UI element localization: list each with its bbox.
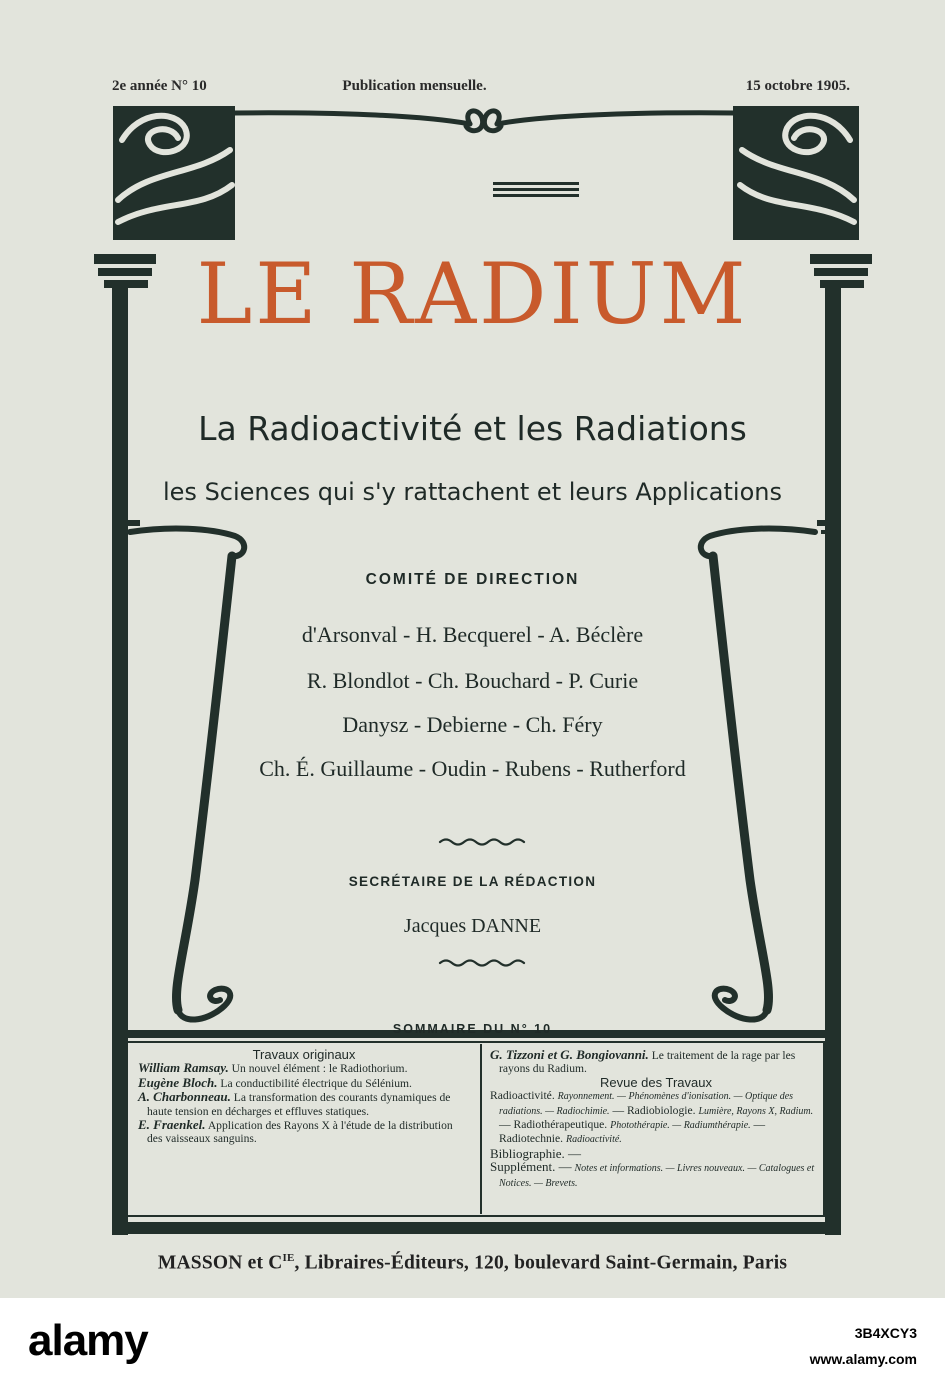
top-arch-right [497,113,735,124]
entry-title: La conductibilité électrique du Sélénium. [220,1076,412,1090]
list-item [138,1076,470,1090]
entry-author: E. Fraenkel. [138,1117,206,1133]
publication-frequency: Publication mensuelle. [342,78,487,94]
masthead-title: LE RADIUM [196,245,749,343]
sommaire-divider [480,1044,482,1214]
list-item: Radioactivité. Rayonnement. — Phénomènes d'ionisation. — Optique des radiations. — Radiochimie. — Radiobiologie. Lumière, Rayons X, Radium. — Radiothérapeutique. Photothérapie. — Radiumthérapie. — Radiotechnie. Radioactivité. [490,1089,814,1146]
supplement-items: Notes et informations. — Livres nouveaux. — Catalogues et Notices. — Brevets. [499,1163,815,1189]
entry-author: G. Tizzoni et G. Bongiovanni. [490,1047,649,1062]
revue-des-travaux-heading: Revue des Travaux [599,1074,712,1090]
entry-title: Un nouvel élément : le Radiothorium. [231,1062,408,1076]
list-item [138,1061,470,1075]
sommaire-right-column [490,1048,822,1190]
sommaire-left-column [138,1048,470,1146]
publisher-name: MASSON et C [157,1252,283,1274]
entry-title: Application des Rayons X à l'étude de la distribution des vaisseaux sanguins. [147,1119,453,1146]
committee-line: Danysz - Debierne - Ch. Féry [342,712,603,737]
stock-image-code: 3B4XCY3 [854,1325,917,1341]
committee-line: d'Arsonval - H. Becquerel - A. Béclère [301,622,644,647]
publisher-name-sup: IE [282,1252,295,1264]
bibliography: Bibliographie. — [490,1145,581,1161]
revue-label: Radiotechnie. [499,1132,564,1146]
committee-heading: COMITÉ DE DIRECTION [365,571,580,588]
revue-label: Radiothérapeutique. [513,1118,608,1132]
masthead-subtitle-1: La Radioactivité et les Radiations [198,409,747,448]
revue-items: Lumière, Rayons X, Radium. [698,1105,814,1117]
entry-author: William Ramsay. [138,1060,229,1076]
top-arch-left [233,113,470,124]
secretary-heading: SECRÉTAIRE DE LA RÉDACTION [348,874,597,889]
revue-items: Radioactivité. [565,1134,622,1146]
entry-title: La transformation des courants dynamiques de haute tension en décharges et effluves statiques. [147,1091,451,1118]
entry-author: A. Charbonneau. [138,1089,231,1105]
list-item [490,1048,822,1076]
list-item [138,1118,470,1146]
revue-label: Radiobiologie. [626,1103,696,1117]
wave-separator-1 [440,840,524,845]
stock-url: www.alamy.com [809,1351,917,1367]
entry-author: Eugène Bloch. [138,1074,218,1090]
publisher-address: , Libraires-Éditeurs, 120, boulevard Saint-Germain, Paris [294,1252,788,1274]
travaux-originaux-heading: Travaux originaux [252,1047,356,1062]
sommaire-heading: SOMMAIRE DU N° 10 [392,1022,553,1036]
secretary-name: Jacques DANNE [403,915,542,937]
committee-line: R. Blondlot - Ch. Bouchard - P. Curie [306,668,639,693]
revue-items: Photothérapie. — Radiumthérapie. [610,1120,751,1132]
wave-separator-2 [440,961,524,966]
entry-title: Le traitement de la rage par les rayons du Radium. [499,1049,796,1076]
publisher-line [0,1252,945,1275]
top-wave-bar [493,182,579,185]
issue-date: 15 octobre 1905. [745,78,850,94]
right-inner-hook [701,529,815,557]
issue-number: 2e année N° 10 [112,78,207,94]
base-band [112,1222,841,1234]
left-inner-hook [130,529,244,557]
revue-items: Rayonnement. — Phénomènes d'ionisation. — Optique des radiations. — Radiochimie. [499,1091,794,1117]
supplement-label: Supplément. — [490,1159,572,1175]
list-item [138,1090,470,1118]
masthead-subtitle-2: les Sciences qui s'y rattachent et leurs Applications [163,478,782,506]
alamy-logo: alamy [28,1316,148,1365]
list-item [490,1160,822,1190]
committee-line: Ch. É. Guillaume - Oudin - Rubens - Rutherford [259,756,686,781]
revue-label: Radioactivité. [490,1089,555,1103]
